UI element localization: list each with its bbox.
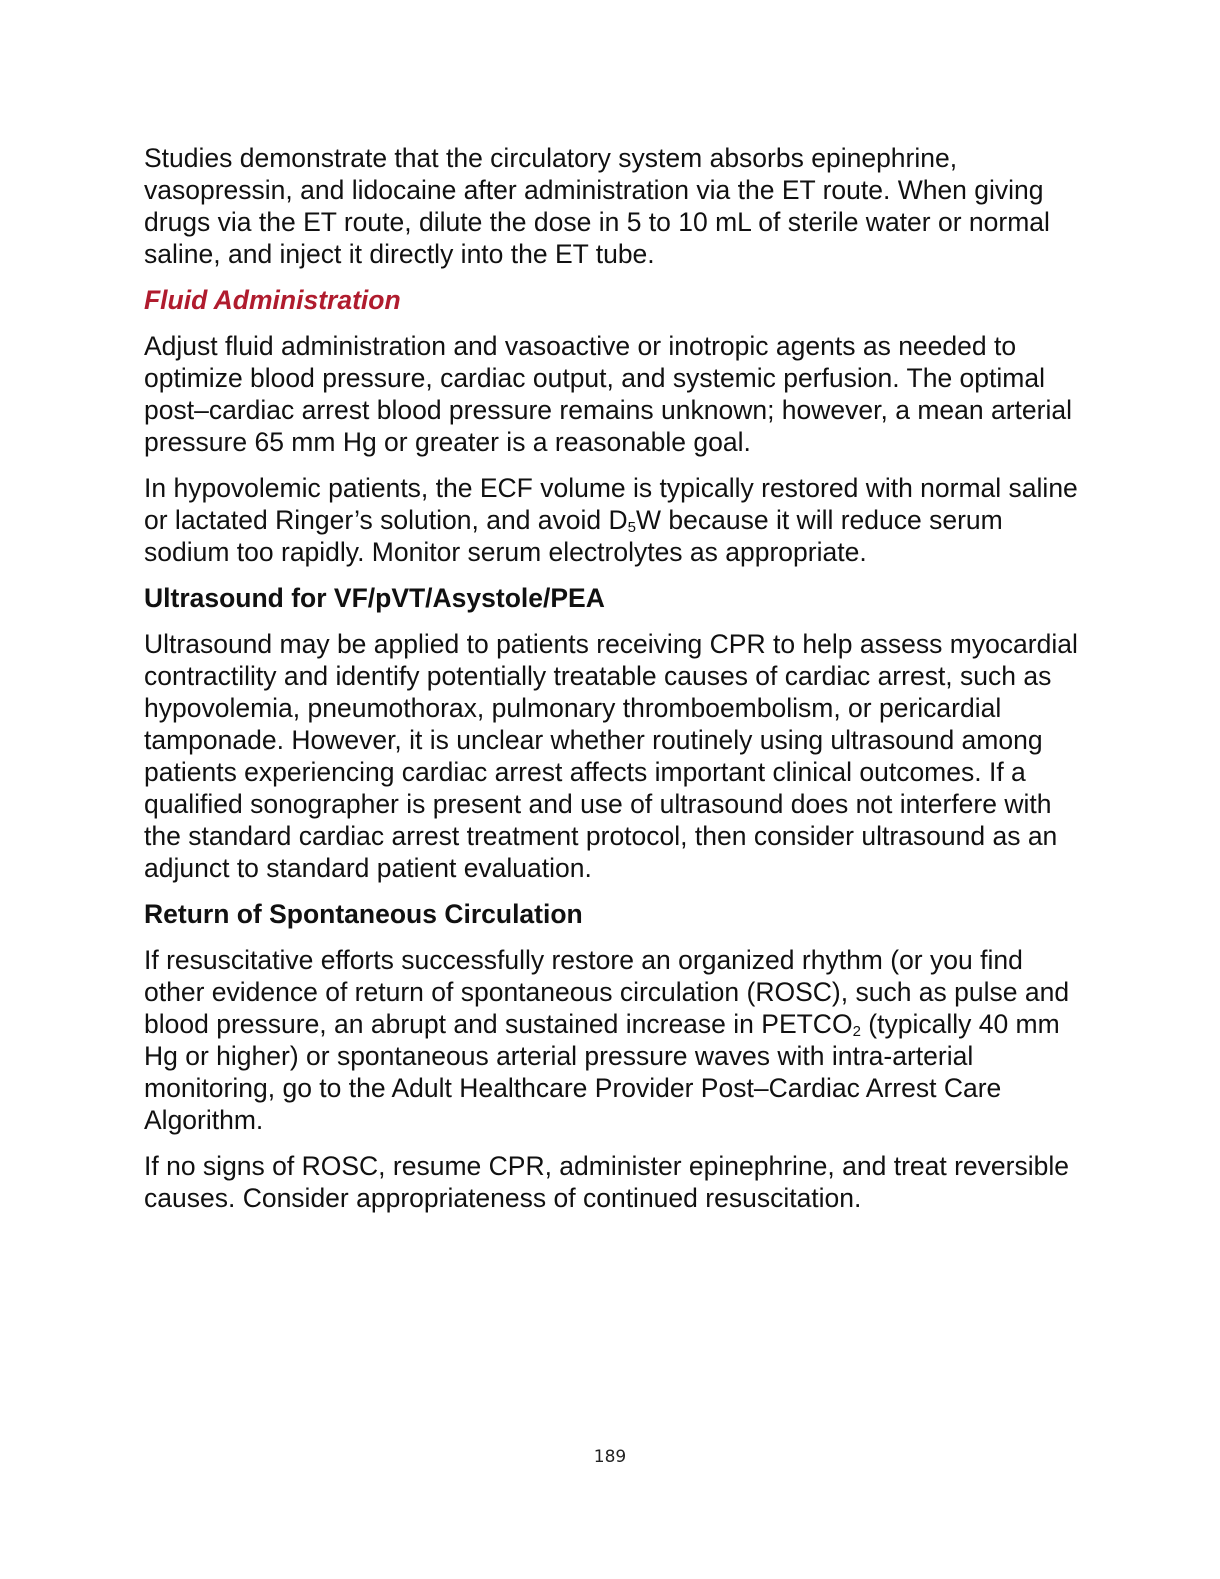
- document-page: [144, 142, 1079, 1228]
- paragraph-et-route: Studies demonstrate that the circulatory system absorbs epinephrine, vasopressin, and lidocaine after administration via the ET route. When giving drugs via the ET route, dilute the dose in 5 to 10 mL of sterile water or normal saline, and inject it directly into the ET tube.: [144, 143, 1050, 269]
- heading-fluid-administration: Fluid Administration: [144, 285, 401, 315]
- paragraph-rosc: If resuscitative efforts successfully restore an organized rhythm (or you find other evidence of return of spontaneous circulation (ROSC), such as pulse and blood pressure, an abrupt and sustained increase in $PETCO_2$ (typically 40 mm Hg or higher) or spontaneous arterial pressure waves with intra-arterial monitoring, go to the Adult Healthcare Provider Post–Cardiac Arrest Care Algorithm.: [144, 945, 1070, 1135]
- paragraph-no-rosc: If no signs of ROSC, resume CPR, administer epinephrine, and treat reversible causes. Consider appropriateness of continued resuscitation.: [144, 1151, 1069, 1213]
- page-number: 189: [593, 1447, 627, 1467]
- heading-rosc: Return of Spontaneous Circulation: [144, 899, 583, 929]
- paragraph-hypovolemic: In hypovolemic patients, the ECF volume is typically restored with normal saline or lactated Ringer’s solution, and avoid $D_5W$ because it will reduce serum sodium too rapidly. Monitor serum electrolytes as appropriate.: [144, 473, 1078, 567]
- paragraph-ultrasound: Ultrasound may be applied to patients receiving CPR to help assess myocardial contractility and identify potentially treatable causes of cardiac arrest, such as hypovolemia, pneumothorax, pulmonary thromboembolism, or pericardial tamponade. However, it is unclear whether routinely using ultrasound among patients experiencing cardiac arrest affects important clinical outcomes. If a qualified sonographer is present and use of ultrasound does not interfere with the standard cardiac arrest treatment protocol, then consider ultrasound as an adjunct to standard patient evaluation.: [144, 629, 1078, 883]
- heading-ultrasound: Ultrasound for VF/pVT/Asystole/PEA: [144, 583, 605, 613]
- paragraph-fluid-adjust: Adjust fluid administration and vasoactive or inotropic agents as needed to optimize blood pressure, cardiac output, and systemic perfusion. The optimal post–cardiac arrest blood pressure remains unknown; however, a mean arterial pressure 65 mm Hg or greater is a reasonable goal.: [144, 331, 1072, 457]
